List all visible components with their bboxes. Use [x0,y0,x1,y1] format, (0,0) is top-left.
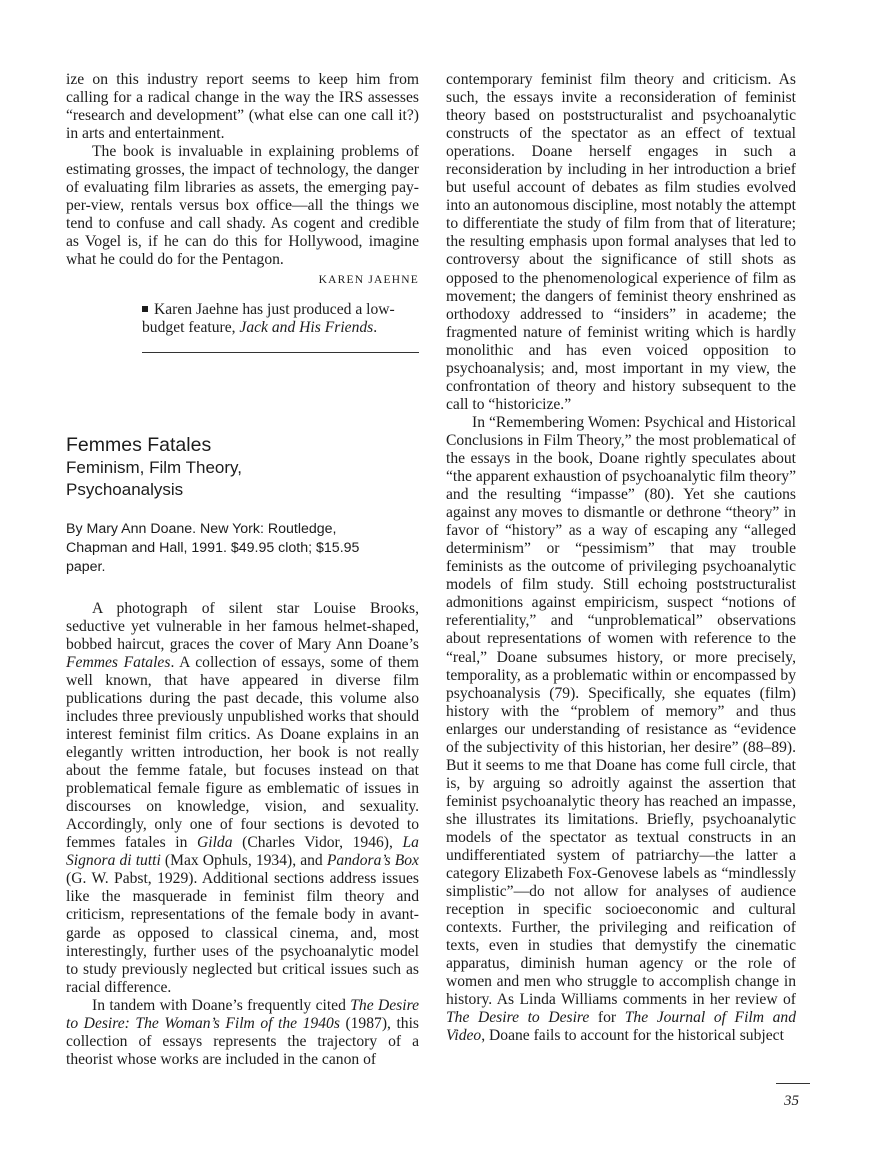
review-heading [66,433,419,501]
reviewer-signature: KAREN JAEHNE [318,273,419,286]
paragraph: contemporary feminist film theory and criticism. As such, the essays invite a reconsideration of feminist theory based on poststructuralist and psychoanalytic constructs of the spectator as an effect of textual operations. Doane herself engages in such a reconsideration by including in her introduction a brief but useful account of debates as film studies evolved into an autonomous discipline, most notably the attempt to differentiate the study of film from that of literature; the resulting emphasis upon formal analyses that led to controversy about the significance of still shots as opposed to the phenomenological experience of film as movement; the dangers of feminist theory enshrined as orthodoxy addressed to “insiders” in academe; the fragmented nature of feminist writing which is hardly monolithic and has even voiced opposition to psychoanalysis; and, most important in my view, the confrontation of theory and history subsequent to the call to “historicize.” [446,71,796,413]
paragraph: In tandem with Doane’s frequently cited The Desire to Desire: The Woman’s Film of the 1940s (1987), this collection of essays represents the trajectory of a theorist whose works are included in the canon of [66,996,419,1068]
paragraph: ize on this industry report seems to keep him from calling for a radical change in the way the IRS assesses “research and development” (what else can one call it?) in arts and entertainment. [66,71,419,143]
paragraph: A photograph of silent star Louise Brooks, seductive yet vulnerable in her famous helmet-shaped, bobbed haircut, graces the cover of Mary Ann Doane’s Femmes Fatales. A collection of essays, some of them well known, that have appeared in diverse film publications during the past decade, this volume also includes three previously unpublished works that should interest feminist film critics. As Doane explains in an elegantly written introduction, her book is not really about the femme fatale, but focuses instead on that problematical female figure as emblematic of issues in discourses on knowledge, vision, and sexuality. Accordingly, only one of four sections is devoted to femmes fatales in Gilda (Charles Vidor, 1946), La Signora di tutti (Max Ophuls, 1934), and Pandora’s Box (G. W. Pabst, 1929). Additional sections address issues like the masquerade in feminist film theory and criticism, representations of the female body in avant-garde as opposed to classical cinema, and, most interestingly, further uses of the psychoanalytic model to study previously neglected but critical issues such as racial difference. [66,599,420,996]
review-subtitle-line-1: Feminism, Film Theory, [66,457,243,477]
paragraph: In “Remembering Women: Psychical and Historical Conclusions in Film Theory,” the most problematical of the essays in the book, Doane rightly speculates about “the apparent exhaustion of psychoanalytic film theory” and the resulting “impasse” (80). Yet she cautions against any moves to dismantle or dethrone “theory” in favor of “history” as a way of escaping any “alleged determinism” or “pessimism” that may trouble feminists as the outcome of privileging psychoanalytic models of film study. Still echoing poststructuralist admonitions against empiricism, suspect “notions of referentiality,” and “unproblematical” observations about representations of women with reference to the “real,” Doane subsumes history, or more precisely, temporality, as a problematic within or encompassed by psychoanalysis (79). Specifically, she equates (film) history with the “problem of memory” and thus enlarges our understanding of resistance as “evidence of the subjectivity of this historian, her desire” (88–89). But it seems to me that Doane has come full circle, that is, by arguing so adroitly against the assertion that feminist psychoanalytic theory has reached an impasse, she illustrates its limitations. Briefly, psychoanalytic models of the spectator as textual constructs in an undifferentiated system of patriarchy—the latter a category Elizabeth Fox-Genovese labels as “mindlessly simplistic”—do not allow for analyses of audience reception in specific socioeconomic and cultural contexts. Further, the privileging and reification of texts, even in studies that demystify the cinematic apparatus, diminish human agency or the role of women and men who struggle to accomplish change in history. As Linda Williams comments in her review of The Desire to Desire for The Journal of Film and Video, Doane fails to account for the historical subject [446,413,796,1045]
paragraph: The book is invaluable in explaining problems of estimating grosses, the impact of technology, the danger of evaluating film libraries as assets, the emerging pay-per-view, rentals versus box office—all the things we tend to confuse and call shady. As cogent and credible as Vogel is, if he can do this for Hollywood, imagine what he could do for the Pentagon. [66,143,419,269]
review-subtitle-line-2: Psychoanalysis [66,479,184,499]
section-divider [142,352,419,353]
review-title: Femmes Fatales [66,433,212,456]
reviewer-bio: Karen Jaehne has just produced a low-budget feature, Jack and His Friends. [142,300,395,336]
page-number-rule [776,1083,810,1084]
book-byline: By Mary Ann Doane. New York: Routledge, Chapman and Hall, 1991. $49.95 cloth; $15.95 paper. [66,520,360,575]
square-bullet-icon [142,306,148,312]
page-number: 35 [784,1093,799,1109]
right-column [446,71,796,1046]
left-column [66,71,419,1069]
